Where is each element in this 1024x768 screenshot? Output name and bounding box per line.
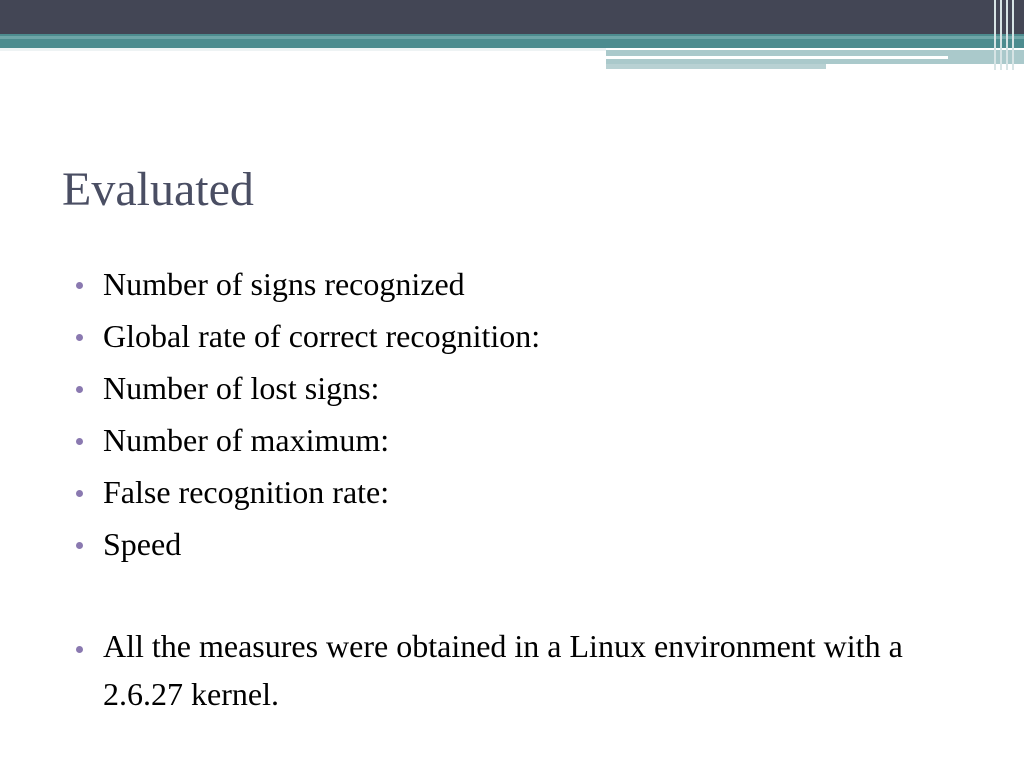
bullet-item (76, 414, 976, 466)
bullet-dot-icon (76, 282, 83, 289)
bullet-item (76, 310, 976, 362)
bullet-text: Number of signs recognized (103, 266, 465, 302)
slide-title: Evaluated (62, 163, 254, 216)
bullet-text: Number of lost signs: (103, 370, 380, 406)
bullet-dot-icon (76, 490, 83, 497)
bullet-dot-icon (76, 646, 83, 653)
bullet-item (76, 258, 976, 310)
bullet-item-note (76, 622, 976, 718)
bullet-text: All the measures were obtained in a Linux environment with a 2.6.27 kernel. (103, 628, 903, 712)
header-band-dark (0, 0, 1024, 34)
header-accent-bar-short (606, 64, 826, 69)
bullet-dot-icon (76, 334, 83, 341)
header-accent-line (606, 56, 948, 59)
bullet-item (76, 518, 976, 570)
bullet-text: Speed (103, 526, 182, 562)
bullet-list (76, 258, 976, 718)
bullet-dot-icon (76, 542, 83, 549)
bullet-dot-icon (76, 438, 83, 445)
bullet-text: Number of maximum: (103, 422, 390, 458)
header-band-highlight (0, 36, 1024, 39)
bullet-item (76, 362, 976, 414)
bullet-dot-icon (76, 386, 83, 393)
header-band-gap (0, 48, 606, 51)
header-vertical-stripes (990, 0, 1024, 70)
bullet-item (76, 466, 976, 518)
bullet-text: Global rate of correct recognition: (103, 318, 541, 354)
bullet-text: False recognition rate: (103, 474, 390, 510)
